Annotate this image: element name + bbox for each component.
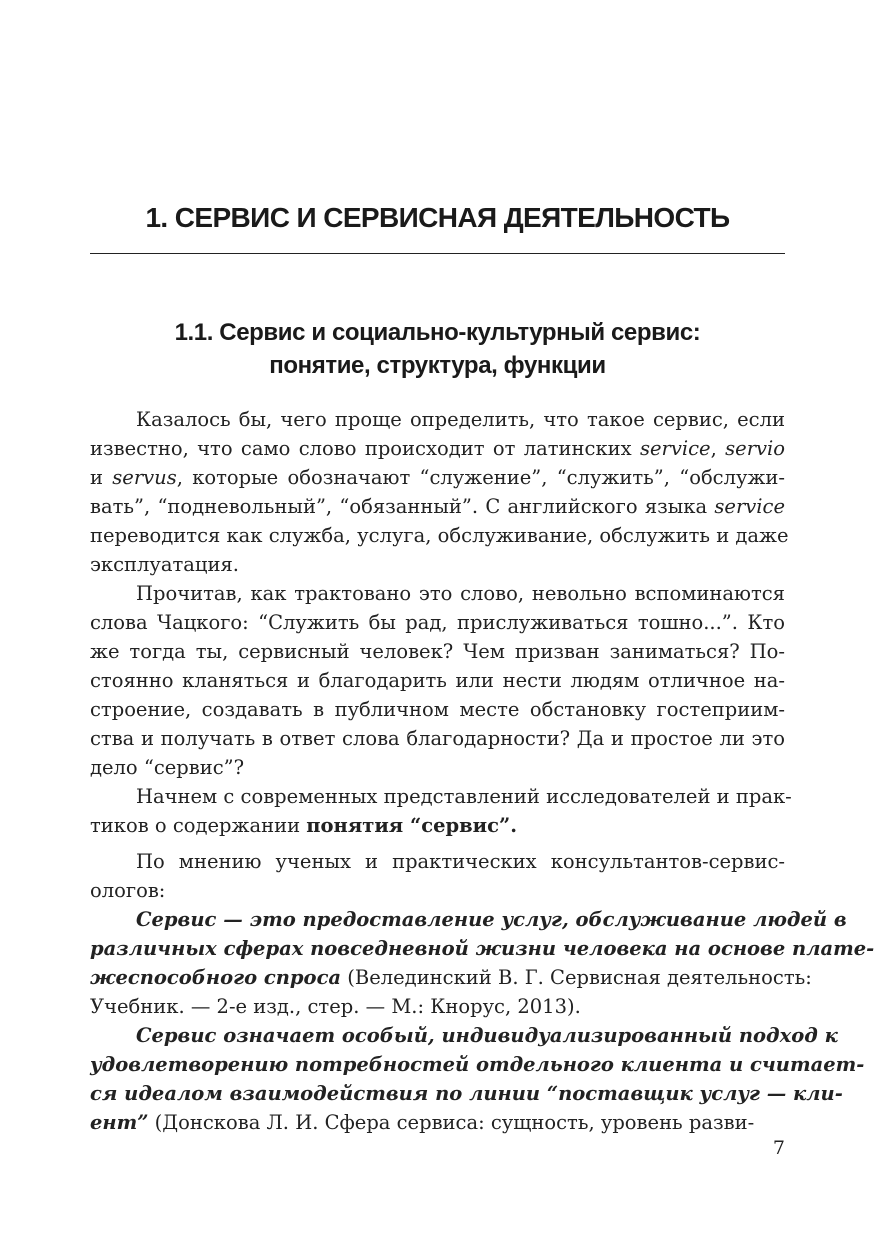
text-line (90, 434, 785, 463)
text-run: слова Чацкого: “Служить бы рад, прислуживаться тошно...”. Кто (90, 611, 785, 634)
text-run: ства и получать в ответ слова благодарности? Да и простое ли это (90, 727, 785, 750)
text-run: (Донскова Л. И. Сфера сервиса: сущность, уровень разви- (148, 1111, 755, 1134)
emphasis-text: различных сферах повседневной жизни человека на основе плате- (90, 937, 875, 960)
text-line (90, 405, 785, 434)
text-run: Казалось бы, чего проще определить, что такое сервис, если (136, 408, 785, 431)
text-run: и (90, 466, 113, 489)
paragraph (90, 405, 789, 579)
text-line (90, 608, 785, 637)
text-line (90, 1079, 843, 1108)
emphasis-text: жеспособного спроса (90, 966, 342, 989)
chapter-divider (90, 253, 785, 254)
section-title-line: 1.1. Сервис и социально-культурный сервис: (174, 319, 701, 346)
chapter-title: 1. СЕРВИС И СЕРВИСНАЯ ДЕЯТЕЛЬНОСТЬ (145, 202, 730, 233)
paragraph (90, 1021, 865, 1137)
text-run: Начнем с современных представлений исследователей и прак- (136, 785, 792, 808)
paragraph (90, 579, 785, 782)
text-line (90, 637, 785, 666)
body-text (90, 405, 875, 1137)
text-run: же тогда ты, сервисный человек? Чем призван заниматься? По- (90, 640, 785, 663)
text-run: Учебник. — 2-е изд., стер. — М.: Кнорус, 2013). (90, 995, 581, 1018)
paragraph (90, 905, 875, 1021)
text-run: переводится как служба, услуга, обслуживание, обслужить и даже (90, 524, 789, 547)
emphasis-text: Сервис означает особый, индивидуализированный подход к (136, 1024, 838, 1047)
text-line (90, 992, 785, 1021)
page-number: 7 (772, 1137, 785, 1159)
text-run: стоянно кланяться и благодарить или нести людям отличное на- (90, 669, 785, 692)
text-line (90, 492, 785, 521)
paragraph-gap (90, 840, 785, 847)
text-line (90, 876, 785, 905)
text-run: (Велединский В. Г. Сервисная деятельность: (341, 966, 812, 989)
text-line (90, 963, 812, 992)
text-line (90, 521, 789, 550)
text-run: Прочитав, как трактовано это слово, невольно вспоминаются (136, 582, 785, 605)
text-line (90, 811, 785, 840)
emphasis-text: service (639, 437, 711, 460)
text-line (90, 1021, 838, 1050)
emphasis-text: удовлетворению потребностей отдельного клиента и считает- (90, 1053, 865, 1076)
text-line (90, 1050, 865, 1079)
paragraph (90, 847, 785, 905)
text-run: строение, создавать в публичном месте обстановку гостеприим- (90, 698, 785, 721)
emphasis-text: service (714, 495, 785, 518)
text-run: , (710, 437, 726, 460)
text-line (90, 666, 785, 695)
text-line (90, 847, 785, 876)
text-run: вать”, “подневольный”, “обязанный”. С английского языка (90, 495, 715, 518)
emphasis-text: ся идеалом взаимодействия по линии “поставщик услуг — кли- (90, 1082, 843, 1105)
emphasis-text: Сервис — это предоставление услуг, обслуживание людей в (136, 908, 847, 931)
text-run: известно, что само слово происходит от латинских (90, 437, 640, 460)
emphasis-text: понятия “сервис”. (306, 814, 518, 837)
text-line (90, 1108, 785, 1137)
text-line (90, 579, 785, 608)
text-run: дело “сервис”? (90, 756, 245, 779)
emphasis-text: ент” (90, 1111, 149, 1134)
text-line (90, 782, 792, 811)
text-run: По мнению ученых и практических консультантов-сервис- (136, 850, 785, 873)
text-line (90, 753, 785, 782)
text-line (90, 934, 875, 963)
section-title (90, 316, 785, 382)
text-run: тиков о содержании (90, 814, 307, 837)
text-run: ологов: (90, 879, 166, 902)
paragraph (90, 782, 792, 840)
section-title-line: понятие, структура, функции (269, 352, 606, 379)
text-run: эксплуатация. (90, 553, 239, 576)
text-line (90, 724, 785, 753)
text-line (90, 463, 785, 492)
text-run: , которые обозначают “служение”, “служить”, “обслужи- (176, 466, 785, 489)
emphasis-text: servus (112, 466, 177, 489)
text-line (90, 550, 785, 579)
text-line (90, 695, 785, 724)
emphasis-text: servio (725, 437, 786, 460)
text-line (90, 905, 847, 934)
